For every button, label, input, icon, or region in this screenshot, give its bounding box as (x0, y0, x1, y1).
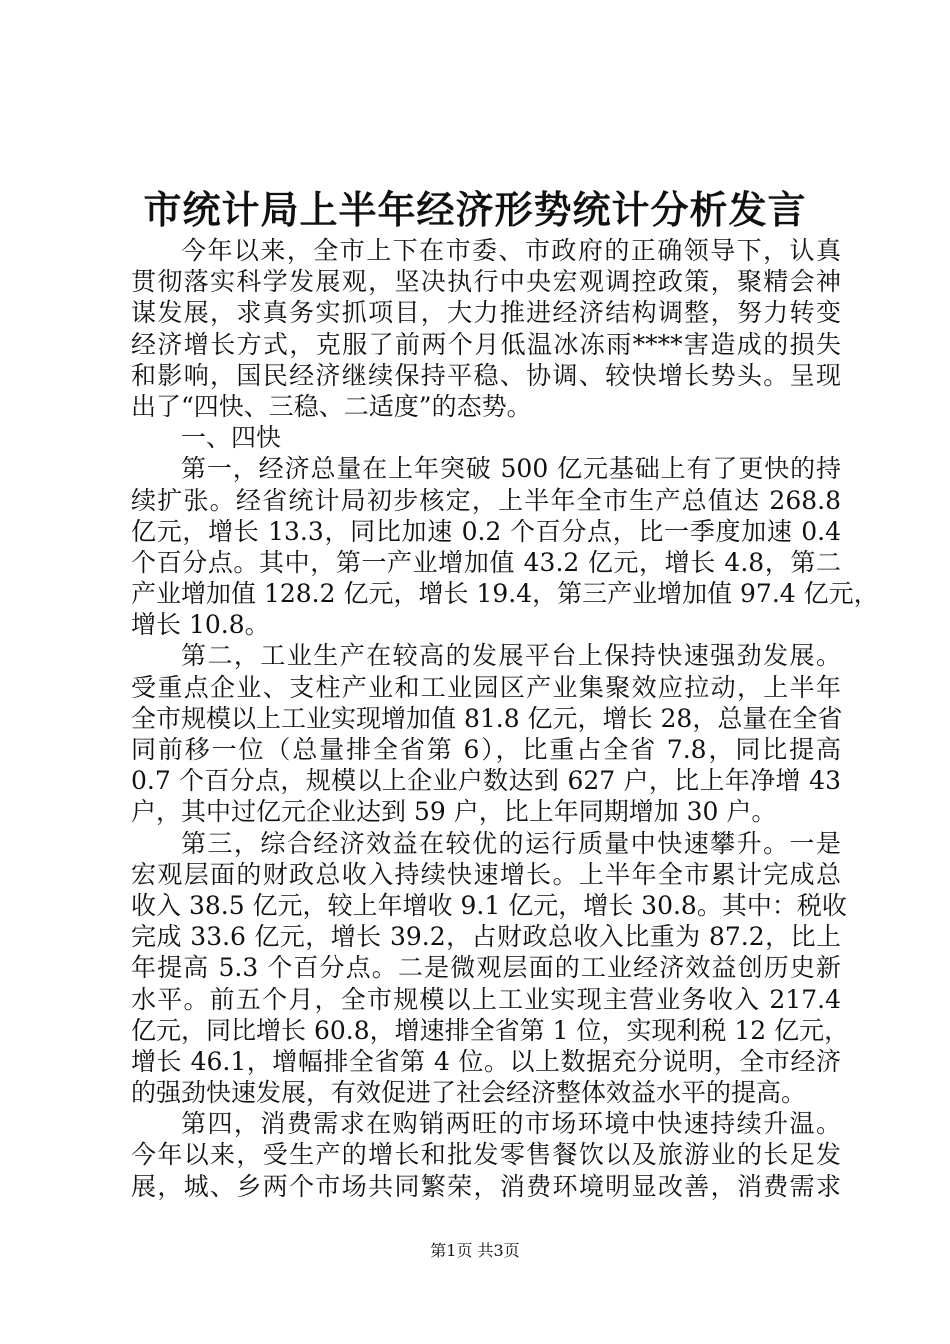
text-line: 水平。前五个月，全市规模以上工业实现主营业务收入 217.4 (131, 984, 841, 1014)
text-line: 贯彻落实科学发展观，坚决执行中央宏观调控政策，聚精会神 (131, 267, 841, 297)
document-title: 市统计局上半年经济形势统计分析发言 (143, 188, 807, 232)
text-line: 产业增加值 128.2 亿元，增长 19.4，第三产业增加值 97.4 亿元， (131, 579, 879, 609)
text-line: 亿元，同比增长 60.8，增速排全省第 1 位，实现利税 12 亿元， (131, 1015, 850, 1045)
text-line: 收入 38.5 亿元，较上年增收 9.1 亿元，增长 30.8。其中：税收 (131, 890, 847, 920)
text-line: 亿元，增长 13.3，同比加速 0.2 个百分点，比一季度加速 0.4 (131, 516, 841, 546)
text-line: 谋发展，求真务实抓项目，大力推进经济结构调整，努力转变 (131, 298, 841, 328)
text-line: 户，其中过亿元企业达到 59 户，比上年同期增加 30 户。 (131, 797, 777, 827)
text-line: 个百分点。其中，第一产业增加值 43.2 亿元，增长 4.8，第二 (131, 547, 841, 577)
text-line: 全市规模以上工业实现增加值 81.8 亿元，增长 28，总量在全省 (131, 703, 843, 733)
document-body (131, 235, 879, 1202)
text-line: 第四，消费需求在购销两旺的市场环境中快速持续升温。 (181, 1109, 841, 1139)
text-line: 的强劲快速发展，有效促进了社会经济整体效益水平的提高。 (131, 1078, 807, 1108)
text-line: 展，城、乡两个市场共同繁荣，消费环境明显改善，消费需求 (131, 1171, 841, 1201)
text-line: 第一，经济总量在上年突破 500 亿元基础上有了更快的持 (181, 454, 841, 484)
text-line: 受重点企业、支柱产业和工业园区产业集聚效应拉动，上半年 (131, 672, 841, 702)
text-line: 同前移一位（总量排全省第 6），比重占全省 7.8，同比提高 (131, 735, 841, 764)
text-line: 第二，工业生产在较高的发展平台上保持快速强劲发展。 (181, 641, 841, 671)
page-footer: 第1页 共3页 (430, 1241, 520, 1260)
text-line: 今年以来，全市上下在市委、市政府的正确领导下，认真 (181, 236, 841, 265)
text-line: 0.7 个百分点，规模以上企业户数达到 627 户，比上年净增 43 (131, 766, 841, 796)
section-heading: 一、四快 (181, 423, 282, 453)
text-line: 和影响，国民经济继续保持平稳、协调、较快增长势头。呈现 (131, 360, 841, 390)
text-line: 第三，综合经济效益在较优的运行质量中快速攀升。一是 (181, 828, 841, 858)
text-line: 经济增长方式，克服了前两个月低温冰冻雨****害造成的损失 (131, 329, 841, 359)
text-line: 增长 46.1，增幅排全省第 4 位。以上数据充分说明，全市经济 (131, 1046, 841, 1076)
text-line: 宏观层面的财政总收入持续快速增长。上半年全市累计完成总 (131, 859, 841, 889)
text-line: 续扩张。经省统计局初步核定，上半年全市生产总值达 268.8 (131, 485, 841, 515)
text-line: 完成 33.6 亿元，增长 39.2，占财政总收入比重为 87.2，比上 (131, 922, 841, 952)
text-line: 今年以来，受生产的增长和批发零售餐饮以及旅游业的长足发 (131, 1140, 841, 1170)
text-line: 增长 10.8。 (131, 610, 270, 640)
text-line: 年提高 5.3 个百分点。二是微观层面的工业经济效益创历史新 (131, 953, 841, 983)
text-line: 出了“四快、三稳、二适度”的态势。 (131, 391, 532, 421)
